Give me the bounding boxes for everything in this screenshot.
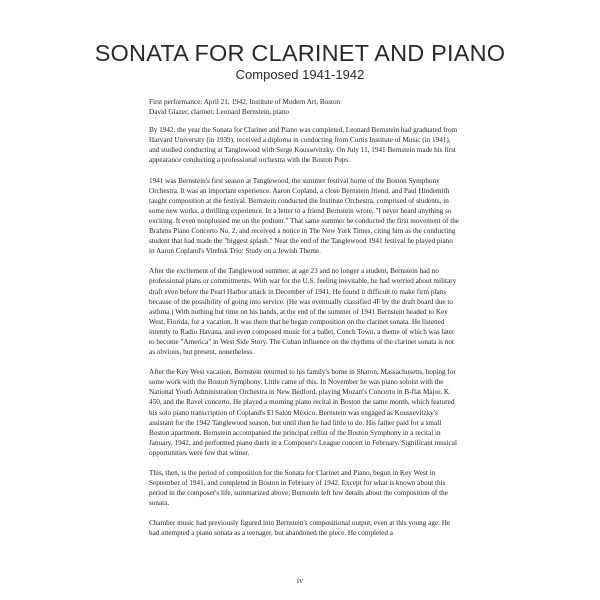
body-paragraph-4: After the Key West vacation, Bernstein returned to his family's home in Sharon, Massachusetts, hoping for some work with the Boston Symphony. Little came of this. In November he was piano soloist with the National Youth Administration Orchestra in New Bedford, playing Mozart's Concerto in B-flat Major, K. 450, and the Ravel concerto. He played a morning piano recital in Boston the same month, which featured his solo piano transcription of Copland's El Salón México. Bernstein was engaged as Koussevitzky's assistant for the 1942 Tanglewood season, but until then he had little to do. His father paid for a small Boston apartment. Bernstein accompanied the principal cellist of the Boston Symphony in a recital in January, 1942, and performed piano duets in a Composer's League concert in February. Significant musical opportunities were few that winter. bbox=[149, 368, 457, 457]
page-title: SONATA FOR CLARINET AND PIANO bbox=[94, 40, 506, 66]
body-paragraph-2: 1941 was Bernstein's first season at Tanglewood, the summer festival home of the Boston Symphony Orchestra. It was an important experience. Aaron Copland, a close Bernstein friend, and Paul Hindemith taught composition at the festival. Bernstein conducted the Institute Orchestra, comprised of students, in some new works, a thrilling experience. In a letter to a friend Bernstein wrote, "I never heard anything so exciting. It even nonplussed me on the podium." That same summer he conducted the first movement of the Brahms Piano Concerto No. 2, and received a notice in The New York Times, citing him as the conducting student that had made the "biggest splash." Near the end of the Tanglewood 1941 festival he played piano in Aaron Copland's Vitebsk Trio: Study on a Jewish Theme. bbox=[149, 176, 459, 256]
premiere-line-2: David Glazer, clarinet; Leonard Bernstein, piano bbox=[149, 108, 290, 117]
body-paragraph-6: Chamber music had previously figured into Bernstein's compositional output, even at this young age. He had attempted a piano sonata as a teenager, but abandoned the piece. He completed a bbox=[149, 519, 451, 538]
premiere-line-1: First performance: April 21, 1942, Institute of Modern Art, Boston bbox=[149, 98, 341, 106]
body-paragraph-5: This, then, is the period of composition for the Sonata for Clarinet and Piano, begun in Key West in September of 1941, and completed in Boston in February of 1942. Except for what is known about this period in the composer's life, summarized above, Bernstein left few details about the composition of the sonata. bbox=[149, 469, 448, 508]
body-paragraph-3: After the excitement of the Tanglewood summer, at age 23 and no longer a student, Bernstein had no professional plans or commitments. With war for the U.S. feeling inevitable, he had worried about military draft even before the Pearl Harbor attack in December of 1941. He found it difficult to make firm plans because of the possibility of going into service. (He was eventually classified 4F by the draft board due to asthma.) With nothing but time on his hands, at the end of the summer of 1941 Bernstein headed to Key West, Florida, for a vacation. It was there that he began composition on the clarinet sonata. He listened intently to Radio Havana, and even composed music for a ballet, Conch Town, a theme of which was later to become "America" in West Side Story. The Cuban influence on the rhythms of the clarinet sonata is not as obvious, but present, nonetheless. bbox=[149, 267, 457, 357]
body-paragraph-1: By 1942, the year the Sonata for Clarinet and Piano was completed, Leonard Bernstein had graduated from Harvard University (in 1939), received a diploma in conducting from Curtis Institute of Music (in 1941), and studied conducting at Tanglewood with Serge Koussevitzky. On July 11, 1941 Bernstein made his first appearance conducting a professional orchestra with the Boston Pops. bbox=[149, 126, 458, 165]
page-subtitle: Composed 1941-1942 bbox=[235, 67, 365, 82]
premiere-info bbox=[149, 97, 460, 117]
page-number: iv bbox=[296, 576, 304, 585]
document-body bbox=[149, 97, 460, 549]
